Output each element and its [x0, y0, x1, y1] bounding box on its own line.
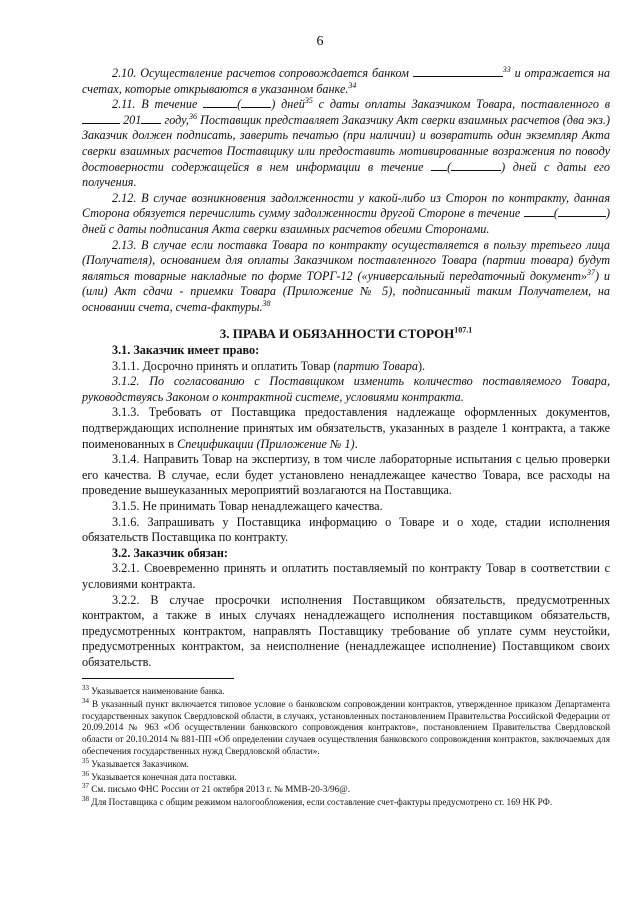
- footnote: [82, 756, 610, 771]
- footnote-divider: [82, 678, 234, 679]
- paragraph-3-1-1: [82, 359, 610, 375]
- item-number: 3.1.1.: [112, 358, 140, 373]
- subsection-3-1: 3.1. Заказчик имеет право:: [112, 343, 260, 358]
- footnote-number: 34: [82, 696, 89, 705]
- days-blank-3: [524, 206, 554, 217]
- footnote-number: 37: [82, 782, 89, 791]
- p313-italic: Спецификации (Приложение № 1): [177, 436, 355, 451]
- paragraph-3-2-1: 3.2.1. Своевременно принять и оплатить поставляемый по контракту Товар в соответствии с условиями контракта.: [82, 561, 610, 591]
- days-blank-2: [431, 160, 447, 171]
- p211-text-e: Поставщик представляет Заказчику Акт сверки взаимных расчетов (два экз.) Заказчик должен подписать, заверить печатью (при наличии) и возвратить один экземпляр Акта сверки взаимных расчетов Поставщику или предоставить мотивированные возражения по поводу достоверности содержащейся в нем информации в течение: [82, 112, 611, 174]
- footnote: [82, 683, 610, 698]
- footnote-number: 36: [82, 769, 89, 778]
- p211-text-b: дней: [281, 97, 305, 112]
- p213-text-a: 2.13. В случае если поставка Товара по контракту осуществляется в пользу третьего лица (Получателя), основанием для оплаты Заказчиком поставленного Товара (партии товара) будут являться товарные накладные по форме ТОРГ-12 («универсальный передаточный документ»: [82, 237, 610, 283]
- p211-text-f: дней с даты его получения.: [82, 159, 611, 190]
- page-number: 6: [316, 34, 324, 49]
- year-text: 201: [123, 112, 142, 127]
- p313-text-b: .: [354, 436, 358, 451]
- footnote: [82, 797, 610, 809]
- p212-text-b: дней с даты подписания Акта сверки взаимных расчетов обеими Сторонами.: [82, 221, 490, 236]
- paren: ): [271, 97, 276, 112]
- p311-text-a: Досрочно принять и оплатить Товар (: [142, 358, 338, 373]
- section-title: 3. ПРАВА И ОБЯЗАННОСТИ СТОРОН: [219, 325, 455, 341]
- paragraph-3-2-2: 3.2.2. В случае просрочки исполнения Поставщиком обязательств, предусмотренных контрактом, а также в иных случаях ненадлежащего исполнения поставщиком обязательств, предусмотренных контрактом, направлять Поставщику требование об уплате сумм неустойки, предусмотренных контрактом, за неисполнение (ненадлежащее исполнение) Поставщиком своих обязательств.: [82, 592, 610, 669]
- p210-text: 2.10. Осуществление расчетов сопровождается банком: [112, 66, 409, 80]
- paragraph-2-13: [82, 238, 610, 316]
- paragraph-3-1-3: [82, 405, 610, 452]
- days-words-blank-2: [451, 160, 501, 171]
- p210-text-b: и отражается на счетах, которые открываются в указанном банке.: [82, 66, 611, 96]
- paragraph-2-10: [82, 66, 610, 97]
- footnote: [82, 784, 610, 796]
- footnote-text: В указанный пункт включается типовое условие о банковском сопровождении контрактов, утвержденное приказом Департамента государственных закупок Свердловской области, в случаях, установленных постановлением Правительства Российской Федерации от 20.09.2014 № 963 «Об осуществлении банковского сопровождения контрактов», постановлением Правительства Свердловской области от 20.10.2014 № 881-ПП «Об определении случаев осуществления банковского сопровождения контрактов, заключаемых для обеспечения государственных нужд Свердловской области».: [82, 698, 611, 756]
- days-blank: [203, 97, 237, 108]
- p311-italic: партию Товара: [337, 358, 418, 373]
- p313-text-a: 3.1.3. Требовать от Поставщика предоставления надлежаще оформленных документов, подтверждающих исполнение принятых им обязательств, указанных в разделе 1 контракта, а также поименованных в: [82, 405, 610, 451]
- paragraph-3-1-5: 3.1.5. Не принимать Товар ненадлежащего качества.: [112, 499, 383, 514]
- p212-text-a: 2.12. В случае возникновения задолженности у какой-либо из Сторон по контракту, данная Сторона обязуется перечислить сумму задолженности другой Стороне в течение: [82, 190, 610, 221]
- p213-text-b: ) и (или) Акт сдачи - приемки Товара (Приложение № 5), подписанный таким Получателем, на основании счета, счета-фактуры.: [82, 268, 610, 314]
- p211-text-a: 2.11. В течение: [112, 97, 198, 112]
- footnote-text: Указывается конечная дата поставки.: [91, 771, 237, 782]
- footnote-ref: 33: [502, 64, 511, 74]
- bank-blank: [413, 66, 503, 77]
- year-blank: [141, 113, 161, 124]
- footnote-number: 33: [82, 683, 89, 692]
- footnote-text: Для Поставщика с общим режимом налогообложения, если составление счет-фактуры предусмотрено ст. 169 НК РФ.: [91, 797, 553, 808]
- document-body: [82, 66, 610, 671]
- footnote-text: Указывается наименование банка.: [91, 686, 225, 696]
- footnote-ref: 38: [262, 298, 271, 308]
- footnote-ref: 35: [304, 96, 313, 106]
- paragraph-3-1-2: 3.1.2. По согласованию с Поставщиком изменить количество поставляемого Товара, руководствуясь Законом о контрактной системе, условиями контракта.: [82, 374, 610, 404]
- paragraph-2-12: 2.12. В случае возникновения задолженности у какой-либо из Сторон по контракту, данная Сторона обязуется перечислить сумму задолженности другой Стороне в течение ( ) дней с даты подписания Акта сверки взаимных расчетов обеими Сторонами.: [82, 190, 611, 236]
- footnote-ref: 107.1: [454, 325, 473, 335]
- section-3-heading: [82, 326, 610, 342]
- footnote: [82, 769, 610, 784]
- footnote-number: 35: [82, 756, 89, 765]
- date-blank: [82, 113, 120, 124]
- footnote-number: 38: [82, 795, 89, 804]
- p211-text-d: году,: [164, 112, 189, 127]
- paragraph-3-1-4: 3.1.4. Направить Товар на экспертизу, в том числе лабораторные испытания с целью проверки его качества. В случае, если будет установлено ненадлежащее качество Товара, все расходы на проведение вышеуказанных мероприятий возлагаются на Поставщика.: [82, 452, 610, 498]
- p311-text-b: ).: [418, 358, 426, 373]
- p211-text-c: с даты оплаты Заказчиком Товара, поставленного в: [318, 97, 611, 112]
- footnote: [82, 696, 611, 758]
- footnote-ref: 34: [348, 80, 357, 90]
- footnote-ref: 36: [188, 111, 197, 121]
- days-words-blank-3: [558, 206, 606, 217]
- footnote-text: См. письмо ФНС России от 21 октября 2013 г. № ММВ-20-3/96@.: [91, 784, 350, 795]
- footnote-ref: 37: [587, 267, 596, 277]
- days-words-blank: [241, 97, 271, 108]
- paragraph-3-1-6: 3.1.6. Запрашивать у Поставщика информацию о Товаре и о ходе, стадии исполнения обязательств Поставщика по контракту.: [82, 514, 610, 545]
- subsection-3-2: 3.2. Заказчик обязан:: [112, 545, 228, 560]
- footnotes: [82, 683, 611, 810]
- paragraph-2-11: 2.11. В течение ( ) дней$^{35}$ с даты оплаты Заказчиком Товара, поставленного в 201 году,$^{36}$ Поставщик представляет Заказчику Акт сверки взаимных расчетов (два экз.) Заказчик должен подписать, заверить печатью (при наличии) и возвратить один экземпляр Акта сверки взаимных расчетов Поставщику или предоставить мотивированные возражения по поводу достоверности содержащейся в нем информации в течение ( ) дней с даты его получения.: [82, 96, 611, 190]
- footnote-text: Указывается Заказчиком.: [91, 758, 189, 769]
